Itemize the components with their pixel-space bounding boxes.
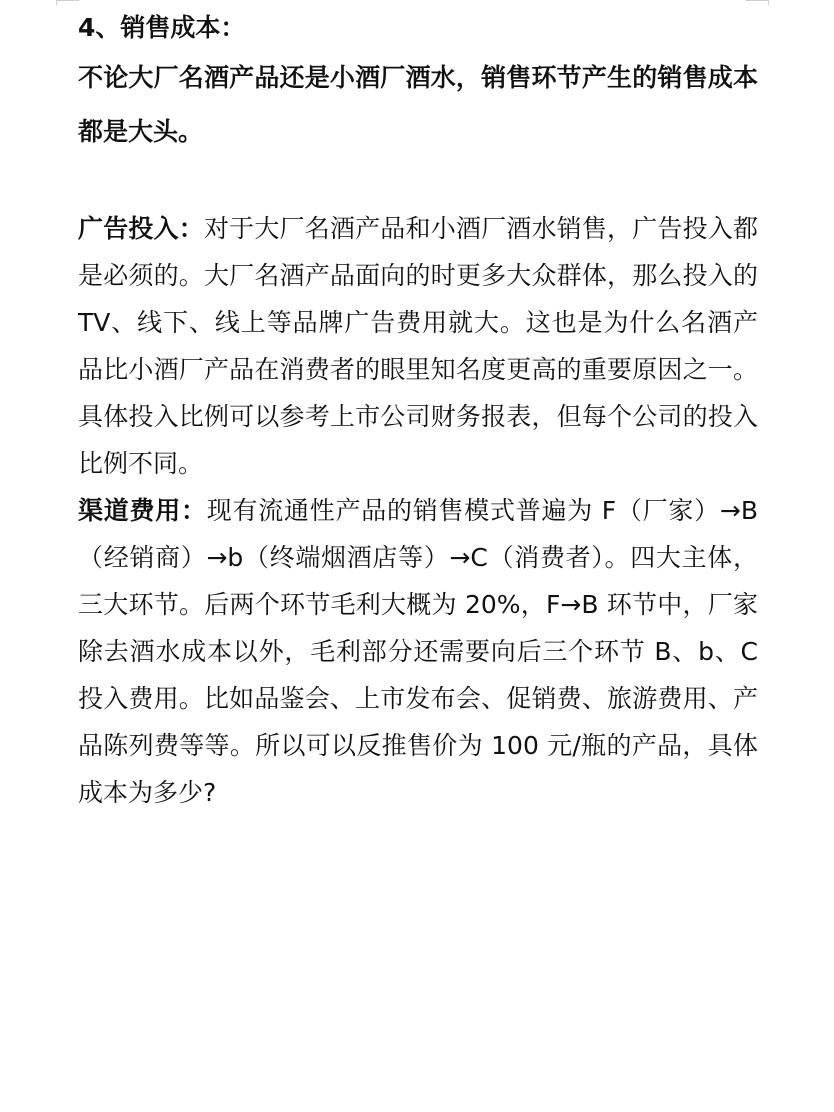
paragraph-label-advertising: 广告投入： <box>78 214 204 243</box>
document-body <box>78 8 758 816</box>
page-corner-mark-left <box>56 0 79 5</box>
paragraph-advertising <box>78 205 758 487</box>
section-heading: 4、销售成本： <box>78 13 246 42</box>
paragraph-text-advertising: 对于大厂名酒产品和小酒厂酒水销售，广告投入都是必须的。大厂名酒产品面向的时更多大众群体，那么投入的 TV、线下、线上等品牌广告费用就大。这也是为什么名酒产品比小酒厂产品在消费者的眼里知名度更高的重要原因之一。具体投入比例可以参考上市公司财务报表，但每个公司的投入比例不同。 <box>78 214 758 478</box>
section-intro: 不论大厂名酒产品还是小酒厂酒水，销售环节产生的销售成本都是大头。 <box>78 63 758 146</box>
paragraph-spacer <box>78 159 758 205</box>
page-corner-mark-right <box>746 0 769 5</box>
paragraph-label-channel: 渠道费用： <box>78 496 207 525</box>
paragraph-text-channel: 现有流通性产品的销售模式普遍为 F（厂家）→B（经销商）→b（终端烟酒店等）→C（消费者）。四大主体，三大环节。后两个环节毛利大概为 20%，F→B 环节中，厂家除去酒水成本以外，毛利部分还需要向后三个环节 B、b、C 投入费用。比如品鉴会、上市发布会、促销费、旅游费用、产品陈列费等等。所以可以反推售价为 100 元/瓶的产品，具体成本为多少? <box>78 496 758 807</box>
paragraph-channel <box>78 487 758 816</box>
